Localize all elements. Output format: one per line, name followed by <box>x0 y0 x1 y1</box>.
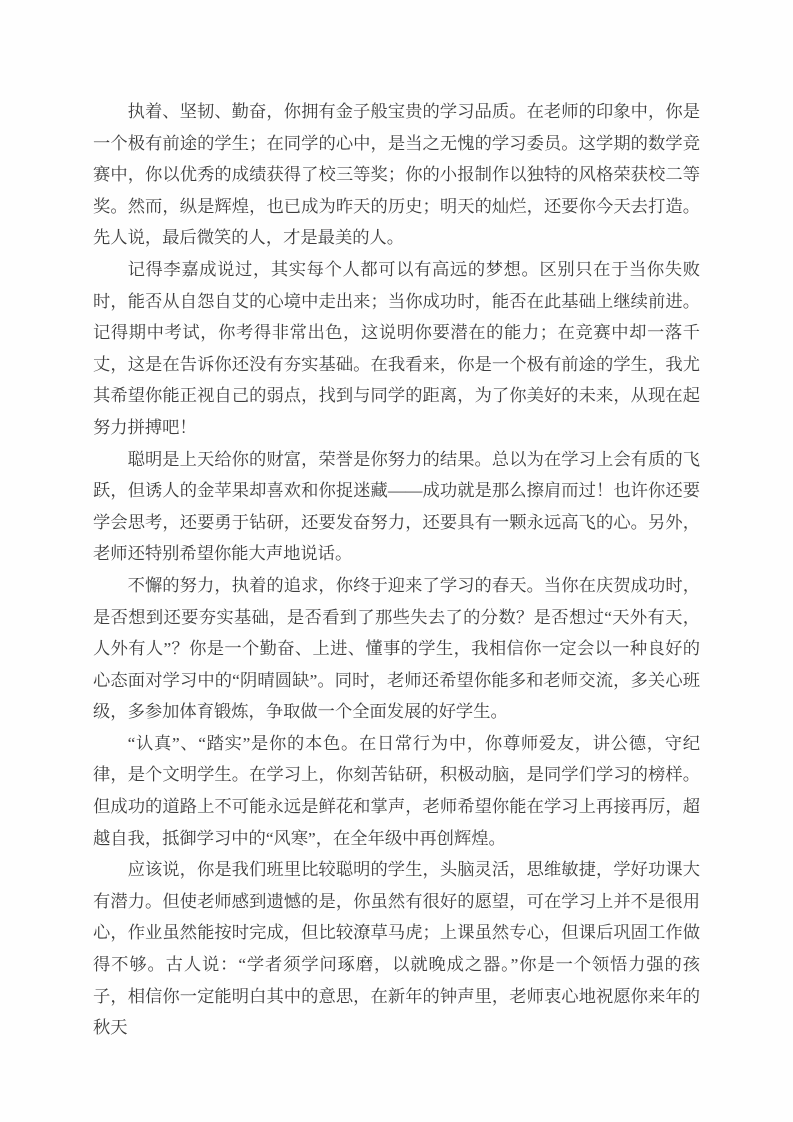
paragraph-6: 应该说，你是我们班里比较聪明的学生，头脑灵活，思维敏捷，学好功课大有潜力。但使老师感到遗憾的是，你虽然有很好的愿望，可在学习上并不是很用心，作业虽然能按时完成，但比较潦草马虎；上课虽然专心，但课后巩固工作做得不够。古人说：“学者须学问琢磨，以就晚成之器。”你是一个领悟力强的孩子，相信你一定能明白其中的意思，在新年的钟声里，老师衷心地祝愿你来年的秋天 <box>93 860 700 1038</box>
paragraph-4: 不懈的努力，执着的追求，你终于迎来了学习的春天。当你在庆贺成功时，是否想到还要夯实基础，是否看到了那些失去了的分数？是否想过“天外有天，人外有人”？你是一个勤奋、上进、懂事的学生，我相信你一定会以一种良好的心态面对学习中的“阴晴圆缺”。同时，老师还希望你能多和老师交流，多关心班级，多参加体育锻炼，争取做一个全面发展的好学生。 <box>93 575 700 722</box>
paragraph-2: 记得李嘉成说过，其实每个人都可以有高远的梦想。区别只在于当你失败时，能否从自怨自艾的心境中走出来；当你成功时，能否在此基础上继续前进。记得期中考试，你考得非常出色，这说明你要潜在的能力；在竞赛中却一落千丈，这是在告诉你还没有夯实基础。在我看来，你是一个极有前途的学生，我尤其希望你能正视自己的弱点，找到与同学的距离，为了你美好的未来，从现在起努力拼搏吧！ <box>93 259 700 437</box>
paragraph-3: 聪明是上天给你的财富，荣誉是你努力的结果。总以为在学习上会有质的飞跃，但诱人的金苹果却喜欢和你捉迷藏——成功就是那么擦肩而过！也许你还要学会思考，还要勇于钻研，还要发奋努力，还要具有一颗永远高飞的心。另外，老师还特别希望你能大声地说话。 <box>93 449 700 564</box>
document-body <box>93 96 700 1044</box>
paragraph-1: 执着、坚韧、勤奋，你拥有金子般宝贵的学习品质。在老师的印象中，你是一个极有前途的学生；在同学的心中，是当之无愧的学习委员。这学期的数学竞赛中，你以优秀的成绩获得了校三等奖；你的小报制作以独特的风格荣获校二等奖。然而，纵是辉煌，也已成为昨天的历史；明天的灿烂，还要你今天去打造。先人说，最后微笑的人，才是最美的人。 <box>93 102 700 248</box>
paragraph-5: “认真”、“踏实”是你的本色。在日常行为中，你尊师爱友，讲公德，守纪律，是个文明学生。在学习上，你刻苦钻研，积极动脑，是同学们学习的榜样。但成功的道路上不可能永远是鲜花和掌声，老师希望你能在学习上再接再厉，超越自我，抵御学习中的“风寒”，在全年级中再创辉煌。 <box>93 733 700 848</box>
